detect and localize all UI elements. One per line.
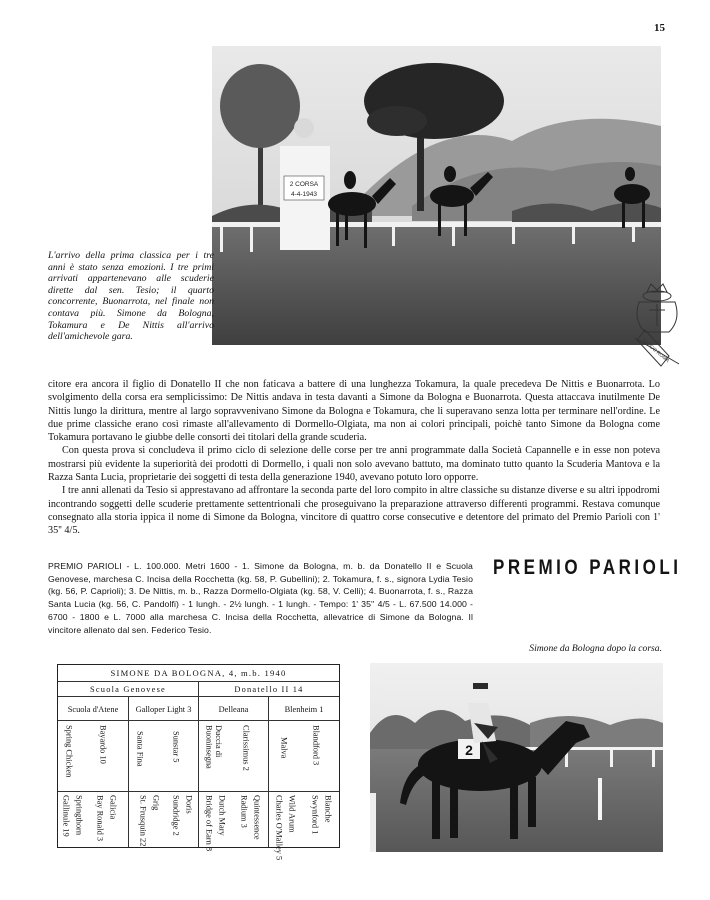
emblem-banner-text: GIOCO ROMA xyxy=(641,338,671,365)
body-paragraph-2: Con questa prova si concludeva il primo ciclo di selezione delle corse per tre anni programmate dalla Società Capannelle e in esse non poteva mostrarsi più evidente la superiorità dei prodotti di Dormello, i quali non solo avevano battuto, ma dominato tutto quanto la Scuderia Mantova e la Razza Santa Lucia, proprietarie dei soggetti di testa della generazione 1940, avevano potuto loro opporre. xyxy=(48,445,660,484)
pedigree-ggp: Blandford 3 xyxy=(311,725,321,766)
pedigree-gggp: Dutch Mary xyxy=(217,795,227,836)
race-result-block xyxy=(48,560,473,636)
divider xyxy=(128,721,129,847)
bottom-photo-caption: Simone da Bologna dopo la corsa. xyxy=(529,643,662,654)
pedigree-gggp: Bay Ronald 3 xyxy=(95,795,105,842)
pedigree-ggp: Santa Fina xyxy=(135,731,145,767)
pedigree-gggp: Galicia xyxy=(108,795,118,820)
pedigree-table xyxy=(57,664,340,861)
post-sign-line2: 4-4-1943 xyxy=(290,191,318,198)
pedigree-lower-area xyxy=(58,721,339,861)
pedigree-grandparent: Delleana xyxy=(198,697,268,721)
pedigree-gggp: Blanche xyxy=(323,795,333,823)
pedigree-sire: Donatello II 14 xyxy=(198,682,339,697)
pedigree-grandparent: Scuola d'Atene xyxy=(67,704,119,714)
winner-horse-photo xyxy=(370,663,663,852)
pedigree-gggp: St. Frusquin 22 xyxy=(138,795,148,847)
pedigree-grandparents-row xyxy=(58,697,339,721)
pedigree-ggp: Bayardo 10 xyxy=(98,725,108,764)
coat-of-arms-icon xyxy=(625,280,689,370)
pedigree-dam: Scuola Genovese xyxy=(90,685,166,694)
pedigree-gggp: Wild Arum xyxy=(287,795,297,833)
pedigree-gggp: Quintessence xyxy=(252,795,262,840)
pedigree-gggp: Doris xyxy=(184,795,194,814)
divider xyxy=(198,721,199,847)
pedigree-ggp: Malva xyxy=(279,737,289,759)
saddle-number: 2 xyxy=(465,742,473,758)
pedigree-parents-row xyxy=(58,682,339,697)
horse-with-jockey-photo-icon xyxy=(370,663,663,852)
pedigree-grandparent: Blenheim 1 xyxy=(268,697,339,721)
race-finish-photo-icon xyxy=(212,46,661,345)
pedigree-gggp: Charles O'Malley 5 xyxy=(274,795,284,861)
race-title: PREMIO PARIOLI xyxy=(493,555,682,579)
pedigree-gggp: Sundridge 2 xyxy=(171,795,181,836)
pedigree-gggp: Springthorn xyxy=(74,795,84,836)
race-finish-photo xyxy=(212,46,661,345)
divider xyxy=(58,791,339,792)
pedigree-ggp: Duccia di Buoninsegna xyxy=(204,725,223,769)
pedigree-title: SIMONE DA BOLOGNA, 4, m.b. 1940 xyxy=(58,665,339,682)
divider xyxy=(268,721,269,847)
pedigree-gggp: Bridge of Earn 8 xyxy=(204,795,214,852)
coat-of-arms-emblem xyxy=(625,280,689,370)
pedigree-grandparent: Galloper Light 3 xyxy=(128,697,198,721)
post-sign-line1: 2 CORSA xyxy=(289,181,319,188)
pedigree-gggp: Swynford 1 xyxy=(310,795,320,835)
race-result-text: PREMIO PARIOLI - L. 100.000. Metri 1600 - 1. Simone da Bologna, m. b. da Donatello II e Scuola Genovese, marchesa C. Incisa della Rocchetta (kg. 58, P. Gubellini); 2. Tokamura, f. s., signora Lydia Tesio (kg. 56, P. Caprioli); 3. De Nittis, m. b., Razza Dormello-Olgiata (kg. 58, V. Celli); 4. Buonarrota, f. s., Razza Santa Lucia (kg. 56, C. Pandolfi) - 1 lungh. - 2½ lungh. - 1 lungh. - Tempo: 1' 35'' 4/5 - L. 67.500 14.000 - 6700 - 1800 e L. 7000 alla marchesa C. Incisa della Rocchetta, allevatrice di Simone da Bologna. Il vincitore allenato dal sen. Federico Tesio. xyxy=(48,561,473,635)
page-number: 15 xyxy=(654,22,665,34)
article-body xyxy=(48,378,660,538)
pedigree-gggp: Grig xyxy=(151,795,161,811)
pedigree-ggp: Clarissimus 2 xyxy=(241,725,251,771)
top-photo-caption: L'arrivo della prima classica per i tre anni è stato senza emozioni. I tre primi arrivati appartenevano alle scuderie dirette dal sen. Tesio; il quarto concorrente, Buonarrota, nel finale non contava più. Simone da Bologna, Tokamura e De Nittis all'arrivo dell'amichevole gara. xyxy=(48,250,214,343)
pedigree-gggp: Gallinule 19 xyxy=(61,795,71,837)
pedigree-gggp: Radium 3 xyxy=(239,795,249,828)
body-paragraph-1: citore era ancora il figlio di Donatello II che non faticava a battere di una lunghezza Tokamura, la quale precedeva De Nittis e Buonarrota. Lo svolgimento della corsa era semplicissimo: De Nittis andava in testa davanti a Simone da Bologna e Buonarrota. Questa attaccava inutilmente De Nittis lungo la dirittura, mentre al largo sopravvenivano Simone da Bologna e Tokamura, che li superavano senza lotta per terminare nell'ordine. Le due prime classiche erano così rimaste all'allevamento di Dormello-Olgiata, ma non ai colori principali, poichè tanto Simone da Bologna come Tokamura portavano le giubbe delle consorti dei titolari della grande scuderia. xyxy=(48,379,660,444)
pedigree-ggp: Sunstar 5 xyxy=(171,731,181,763)
body-paragraph-3: I tre anni allenati da Tesio si apprestavano ad affrontare la seconda parte del loro compito in altre classiche su distanze diverse e su altri ippodromi incontrando soggetti delle scuderie prettamente settentrionali che proseguivano la preparazione attraverso differenti programmi. Restava comunque consegnato alla storia ippica il nome di Simone da Bologna, vincitore di quattro corse consecutive e detentore del primato del Premio Parioli con 1' 35'' 4/5. xyxy=(48,485,660,537)
pedigree-ggp: Spring Chicken xyxy=(64,725,74,778)
